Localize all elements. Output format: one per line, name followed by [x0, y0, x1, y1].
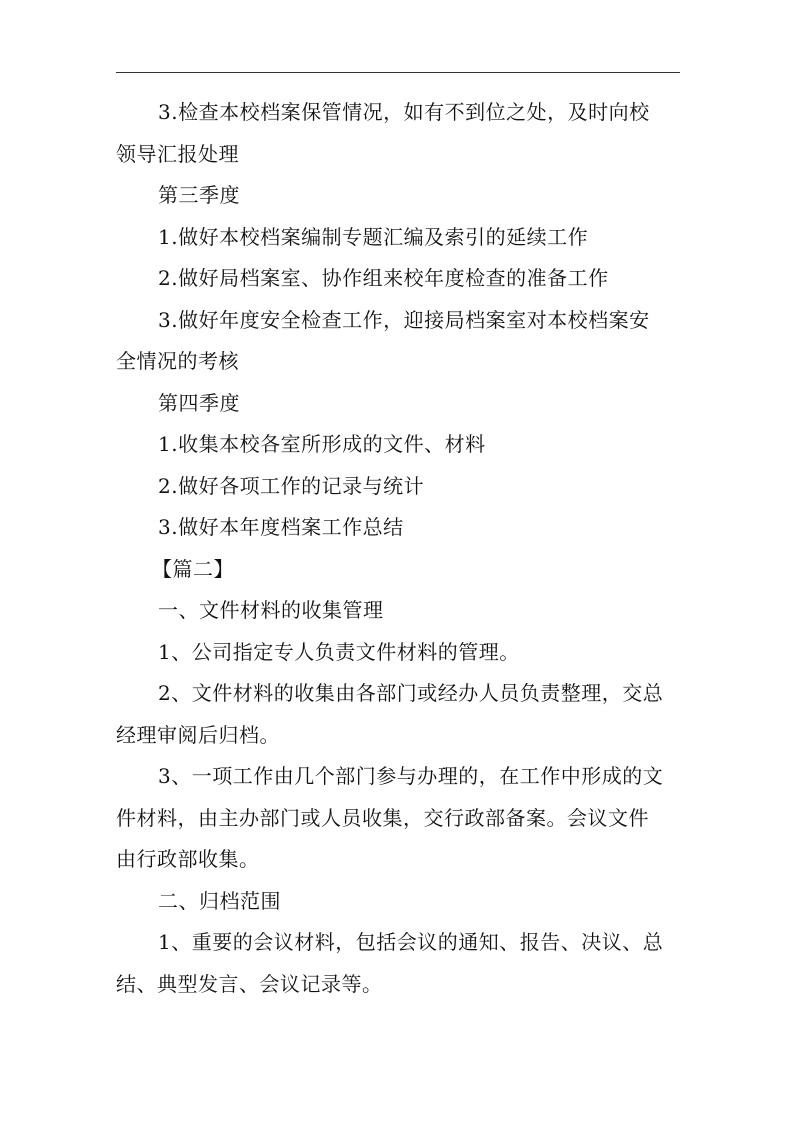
paragraph-line: 全情况的考核 — [116, 349, 239, 373]
paragraph-line: 件材料，由主办部门或人员收集，交行政部备案。会议文件 — [116, 805, 649, 830]
document-body — [116, 92, 680, 1005]
paragraph-line: 3、一项工作由几个部门参与办理的，在工作中形成的文 — [158, 764, 664, 788]
paragraph-line: 1.做好本校档案编制专题汇编及索引的延续工作 — [158, 224, 589, 249]
paragraph-line: 1、重要的会议材料，包括会议的通知、报告、决议、总 — [158, 930, 664, 954]
paragraph-line: 2.做好局档案室、协作组来校年度检查的准备工作 — [158, 266, 609, 290]
paragraph-line: 经理审阅后归档。 — [116, 722, 280, 747]
header-rule — [116, 72, 680, 73]
paragraph-line: 2、文件材料的收集由各部门或经办人员负责整理，交总 — [158, 681, 664, 705]
paragraph-line: 由行政部收集。 — [116, 847, 260, 871]
paragraph-line: 结、典型发言、会议记录等。 — [116, 971, 383, 996]
paragraph-line: 1、公司指定专人负责文件材料的管理。 — [158, 639, 520, 664]
paragraph-line: 3.做好年度安全检查工作，迎接局档案室对本校档案安 — [158, 307, 650, 332]
part-heading: 【篇二】 — [152, 556, 234, 581]
section-heading: 第三季度 — [158, 183, 240, 207]
paragraph-line: 领导汇报处理 — [116, 141, 239, 166]
section-heading: 二、归档范围 — [158, 888, 281, 913]
section-heading: 一、文件材料的收集管理 — [158, 598, 384, 622]
paragraph-line: 2.做好各项工作的记录与统计 — [158, 473, 425, 498]
paragraph-line: 3.检查本校档案保管情况，如有不到位之处，及时向校 — [158, 100, 650, 124]
paragraph-line: 1.收集本校各室所形成的文件、材料 — [158, 432, 486, 456]
paragraph-line: 3.做好本年度档案工作总结 — [158, 515, 404, 539]
section-heading: 第四季度 — [158, 390, 240, 415]
